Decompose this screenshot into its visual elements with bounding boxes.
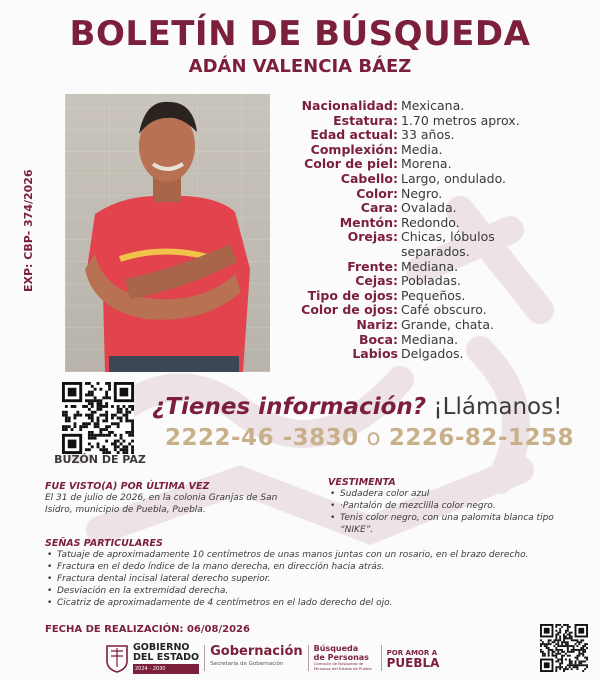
state-government-logo: GOBIERNO DEL ESTADO 2024 - 2030 bbox=[105, 641, 199, 675]
distinguishing-marks-section bbox=[45, 538, 545, 609]
gobernacion-logo: Gobernación Secretaría de Gobernación bbox=[210, 644, 303, 667]
spec-row: Cabello: Largo, ondulado. bbox=[340, 170, 506, 186]
clothing-section bbox=[328, 477, 573, 536]
busqueda-personas-logo: Búsqueda de Personas Comisión de Búsqueda de Personas del Estado de Puebla bbox=[313, 644, 372, 671]
spec-row: Orejas: Chicas, lóbulos bbox=[347, 229, 495, 245]
phone-numbers[interactable]: 2222-46 -3830 o 2226-82-1258 bbox=[165, 425, 574, 451]
state-seal-icon bbox=[105, 643, 129, 673]
info-question: ¿Tienes información? ¡Llámanos! bbox=[152, 394, 563, 420]
creation-date: FECHA DE REALIZACIÓN: 06/08/2026 bbox=[45, 624, 250, 635]
phone-2[interactable]: 2226-82-1258 bbox=[388, 425, 574, 451]
spec-row: Edad actual: 33 años. bbox=[310, 127, 455, 143]
physical-description bbox=[290, 99, 540, 362]
spec-row: Complexión: Media. bbox=[310, 141, 443, 157]
marks-heading: SEÑAS PARTICULARES bbox=[45, 538, 163, 549]
last-seen-heading: FUE VISTO(A) POR ÚLTIMA VEZ bbox=[45, 481, 210, 492]
spec-row: Labios Delgados. bbox=[352, 346, 464, 362]
spec-row: Estatura: 1.70 metros aprox. bbox=[333, 112, 520, 128]
bulletin-title: BOLETÍN DE BÚSQUEDA bbox=[69, 14, 531, 54]
last-seen-section bbox=[45, 481, 305, 516]
footer-logos bbox=[105, 640, 450, 676]
spec-row: Mentón: Redondo. bbox=[339, 214, 460, 230]
mark-item: • Tatuaje de aproximadamente 10 centímetros de unas manos juntas con un rosario, en el brazo derecho. bbox=[45, 549, 545, 561]
spec-row: Tipo de ojos: Pequeños. bbox=[307, 287, 466, 303]
file-number: EXP: CBP- 374/2026 bbox=[22, 169, 35, 292]
spec-row: Color de ojos: Café obscuro. bbox=[301, 302, 487, 318]
clothing-heading: VESTIMENTA bbox=[328, 477, 396, 488]
mark-item: • Fractura en el dedo índice de la mano derecha, en dirección hacia atrás. bbox=[45, 561, 545, 573]
spec-row: Cara: Ovalada. bbox=[360, 200, 457, 216]
last-seen-text: El 31 de julio de 2026, en la colonia Granjas de San Isidro, municipio de Puebla, Puebla. bbox=[45, 493, 278, 515]
buzon-qr-code[interactable] bbox=[62, 382, 134, 454]
mark-item: • Desviación en la extremidad derecha. bbox=[45, 585, 545, 597]
mark-item: • Fractura dental incisal lateral derecho superior. bbox=[45, 573, 545, 585]
phone-1[interactable]: 2222-46 -3830 bbox=[165, 425, 359, 451]
clothing-item: • Tenis color negro, con una palomita blanca tipo “NIKE”. bbox=[328, 512, 573, 536]
spec-row: Nacionalidad: Mexicana. bbox=[301, 98, 465, 113]
spec-row: Color de piel: Morena. bbox=[304, 156, 452, 172]
footer-qr-code[interactable] bbox=[540, 624, 588, 672]
missing-person-photo bbox=[65, 94, 270, 372]
clothing-item: • ·Pantalón de mezclilla color negro. bbox=[328, 500, 573, 512]
clothing-item: • Sudadera color azul bbox=[328, 488, 573, 500]
spec-row: Nariz: Grande, chata. bbox=[356, 316, 494, 332]
spec-row: separados. bbox=[401, 243, 470, 259]
spec-row: Color: Negro. bbox=[356, 185, 443, 201]
por-amor-a-puebla-logo: POR AMOR A PUEBLA bbox=[386, 649, 440, 670]
spec-row: Cejas: Pobladas. bbox=[355, 273, 461, 289]
mark-item: • Cicatriz de aproximadamente de 4 centímetros en el lado derecho del ojo. bbox=[45, 597, 545, 609]
spec-row: Boca: Mediana. bbox=[359, 331, 459, 347]
missing-person-name: ADÁN VALENCIA BÁEZ bbox=[188, 56, 412, 77]
buzon-label: BUZÓN DE PAZ bbox=[54, 453, 146, 466]
spec-row: Frente: Mediana. bbox=[347, 258, 459, 274]
